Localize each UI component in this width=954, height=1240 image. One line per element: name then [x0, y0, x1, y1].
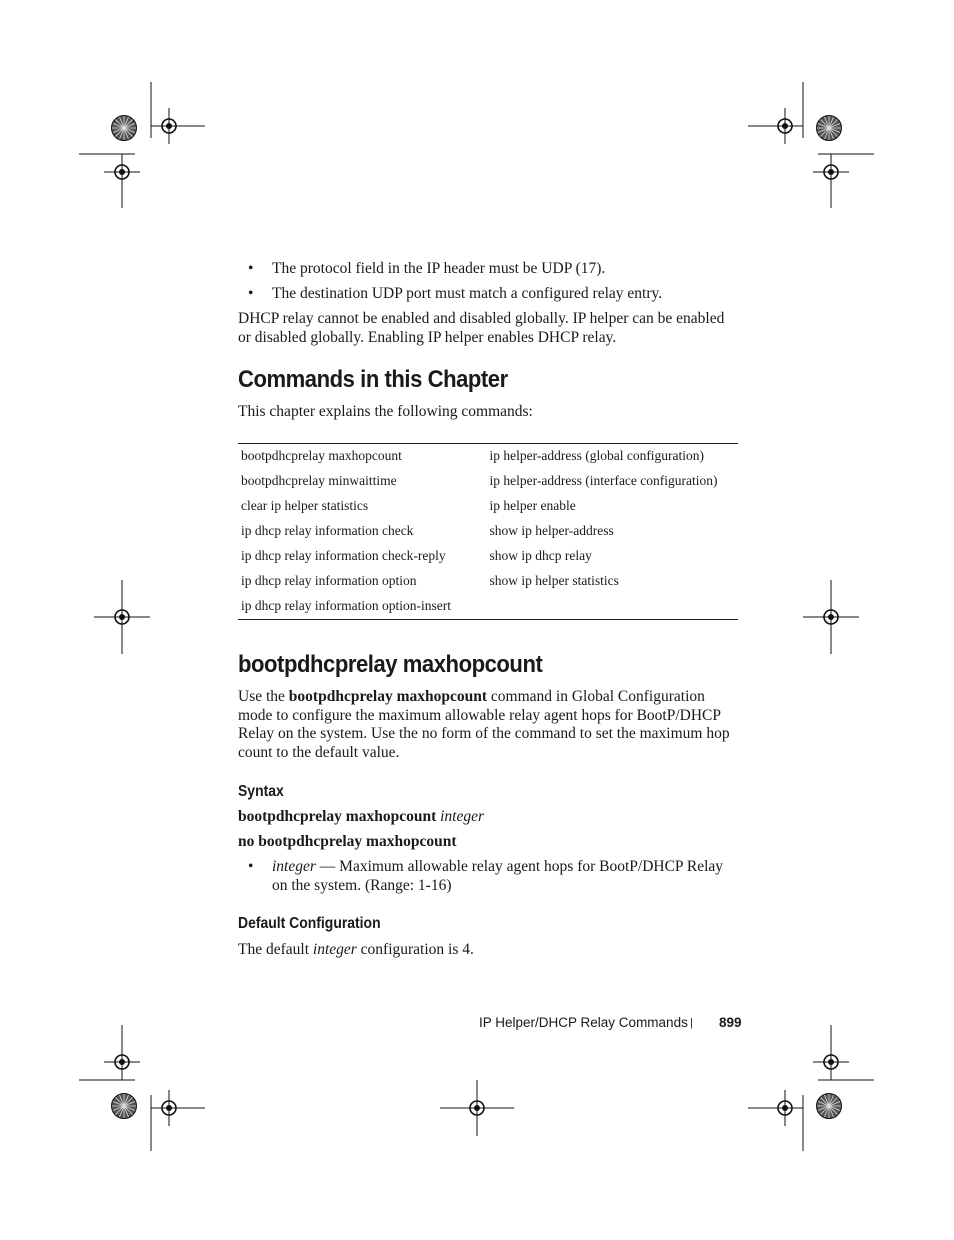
table-cell-left: bootpdhcprelay maxhopcount: [241, 448, 402, 463]
default-prefix: The default: [238, 941, 313, 958]
star-mark-bottom-right: [817, 1094, 842, 1119]
star-mark-bottom-left: [112, 1094, 137, 1119]
table-cell-left: clear ip helper statistics: [241, 498, 369, 513]
param-bullet: [248, 858, 748, 898]
star-mark-top-right: [817, 116, 842, 141]
table-cell-right: ip helper-address (global configuration): [489, 448, 705, 463]
syntax-no-line: [238, 833, 456, 852]
table-row: [238, 444, 738, 469]
commands-table: [238, 443, 738, 620]
table-cell-left: ip dhcp relay information option: [241, 573, 417, 588]
table-cell-right: show ip helper-address: [489, 523, 614, 538]
desc-command: bootpdhcprelay maxhopcount: [288, 688, 488, 705]
table-cell-left: ip dhcp relay information check-reply: [241, 548, 446, 563]
table-cell-left: bootpdhcprelay minwaittime: [241, 473, 397, 488]
param-name: integer: [272, 858, 316, 875]
section-heading-maxhopcount: bootpdhcprelay maxhopcount: [238, 651, 543, 678]
default-param: integer: [312, 941, 357, 958]
bullet-marker: •: [248, 260, 254, 277]
desc-prefix: Use the: [238, 688, 289, 705]
intro-bullet-1: [248, 260, 748, 279]
param-desc: — Maximum allowable relay agent hops for BootP/DHCP Relay on the system. (Range: 1-16): [272, 858, 724, 894]
table-row: [238, 494, 738, 519]
bullet-marker: •: [248, 285, 254, 302]
default-config-heading: Default Configuration: [238, 915, 381, 932]
table-cell-right: ip helper-address (interface configuration): [489, 473, 718, 488]
table-cell-right: ip helper enable: [489, 498, 576, 513]
footer-separator: |: [690, 1017, 693, 1029]
table-cell-left: ip dhcp relay information check: [241, 523, 414, 538]
footer-chapter-title: IP Helper/DHCP Relay Commands: [479, 1015, 688, 1030]
intro-paragraph: DHCP relay cannot be enabled and disabled globally. IP helper can be enabled or disabled globally. Enabling IP helper enables DHCP relay.: [238, 310, 725, 346]
syntax-param: integer: [440, 808, 485, 825]
bullet-text: The destination UDP port must match a configured relay entry.: [272, 285, 663, 302]
table-cell-right: [487, 594, 738, 619]
syntax-line: [238, 808, 484, 827]
section-heading-commands: Commands in this Chapter: [238, 366, 508, 393]
bullet-text: The protocol field in the IP header must be UDP (17).: [272, 260, 606, 277]
default-config-text: [238, 941, 474, 960]
table-row: [238, 544, 738, 569]
table-row: [238, 469, 738, 494]
star-mark-top-left: [112, 116, 137, 141]
syntax-no-command: no bootpdhcprelay maxhopcount: [238, 833, 457, 850]
maxhopcount-description: [238, 688, 738, 762]
table-row: [238, 594, 738, 619]
syntax-heading: Syntax: [238, 783, 284, 800]
table-cell-right: show ip dhcp relay: [489, 548, 592, 563]
intro-bullet-2: [248, 285, 748, 304]
default-suffix: configuration is 4.: [356, 941, 474, 958]
table-cell-right: show ip helper statistics: [489, 573, 619, 588]
syntax-command: bootpdhcprelay maxhopcount: [238, 808, 437, 825]
param-text: [272, 858, 742, 895]
commands-intro: This chapter explains the following commands:: [238, 403, 533, 420]
footer-page-number: 899: [719, 1015, 742, 1030]
table-row: [238, 569, 738, 594]
bullet-marker: •: [248, 858, 254, 875]
table-cell-left: ip dhcp relay information option-insert: [241, 598, 451, 613]
table-row: [238, 519, 738, 544]
desc-suffix: command in Global Configuration mode to configure the maximum allowable relay agent hops for BootP/DHCP Relay on the system. Use the no form of the command to set the maximum hop count to the default value.: [238, 688, 730, 761]
